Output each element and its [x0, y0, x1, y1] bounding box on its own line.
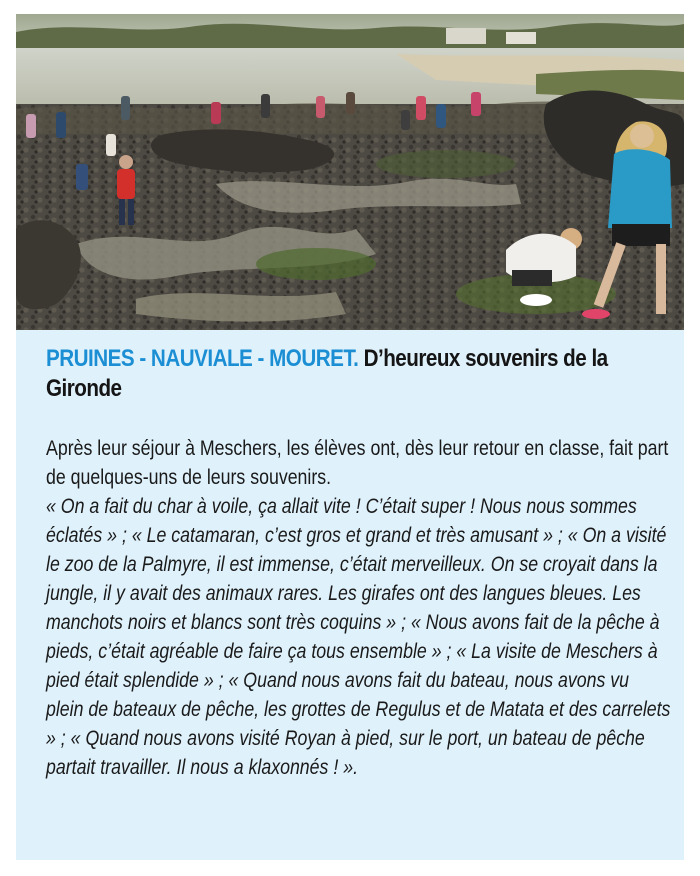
article [16, 14, 684, 860]
body-intro: Après leur séjour à Meschers, les élèves ont, dès leur retour en classe, fait part de quelques-uns de leurs souvenirs. [46, 437, 669, 489]
body-quotes: « On a fait du char à voile, ça allait vite ! C’était super ! Nous nous sommes éclatés » ; « Le catamaran, c’est gros et grand et très amusant » ; « On a visité le zoo de la Palmyre, il est immense, c’était merveilleux. On se croyait dans la jungle, il y avait des animaux rares. Les girafes ont des langues bleues. Les manchots noirs et blancs sont très coquins » ; « Nous avons fait de la pêche à pieds, c’était agréable de faire ça tous ensemble » ; « La visite de Meschers à pied était splendide » ; « Quand nous avons fait du bateau, nous avons vu plein de bateaux de pêche, les grottes de Regulus et de Matata et des carrelets » ; « Quand nous avons visité Royan à pied, sur le port, un bateau de pêche partait travailler. Il nous a klaxonnés ! ». [46, 495, 671, 779]
article-body [46, 434, 671, 782]
article-photo [16, 14, 684, 330]
article-headline [46, 344, 665, 404]
headline-kicker: PRUINES - NAUVIALE - MOURET. [46, 345, 359, 372]
beach-photo-illustration [16, 14, 684, 330]
headline-title: D’heureux souvenirs de la Gironde [46, 345, 608, 402]
